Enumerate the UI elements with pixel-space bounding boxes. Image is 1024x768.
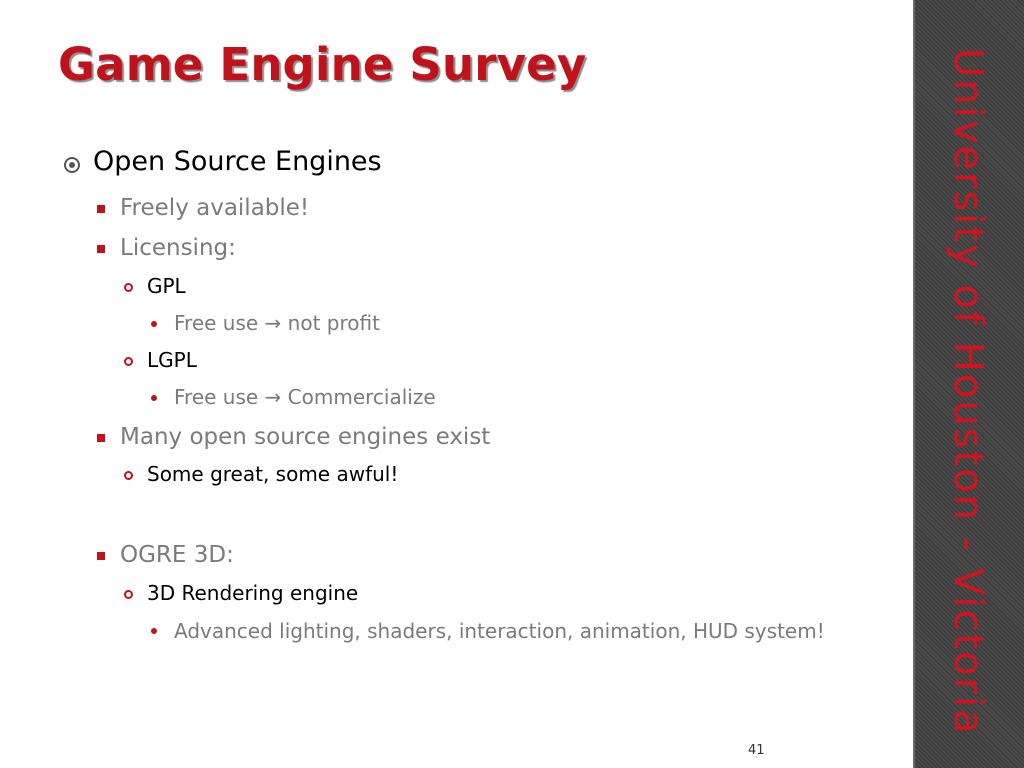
bullet-item-licensing: Licensing: [120,235,236,261]
bullet-ring-icon [124,471,133,480]
bullet-ring-icon [124,590,133,599]
bullet-item-lgpl-detail: Free use → Commercialize [174,385,436,409]
bullet-item-some-great: Some great, some awful! [147,462,399,486]
bullet-item-open-source-engines: Open Source Engines [93,146,382,177]
bullet-item-lgpl: LGPL [147,348,197,372]
bullet-dot-icon [151,395,157,401]
bullet-dot-icon [151,321,157,327]
sidebar-institution-text: University of Houston - Victoria [945,48,991,736]
bullet-item-many-engines: Many open source engines exist [120,424,491,450]
bullet-item-freely-available: Freely available! [120,195,310,221]
bullet-item-gpl-detail: Free use → not profit [174,311,380,335]
page-number: 41 [748,743,765,758]
bullet-item-rendering-engine: 3D Rendering engine [147,581,359,605]
slide-title: Game Engine Survey [58,38,587,91]
bullet-ring-icon [124,357,133,366]
bullet-item-advanced-features: Advanced lighting, shaders, interaction, animation, HUD system! [174,619,825,643]
bullet-square-icon [97,434,105,442]
bullet-square-icon [97,205,105,213]
bullet-item-gpl: GPL [147,274,186,298]
bullet-radio-icon [64,157,80,173]
bullet-square-icon [97,245,105,253]
bullet-ring-icon [124,283,133,292]
bullet-item-ogre-3d: OGRE 3D: [120,542,234,568]
bullet-square-icon [97,552,105,560]
bullet-dot-icon [151,628,157,634]
